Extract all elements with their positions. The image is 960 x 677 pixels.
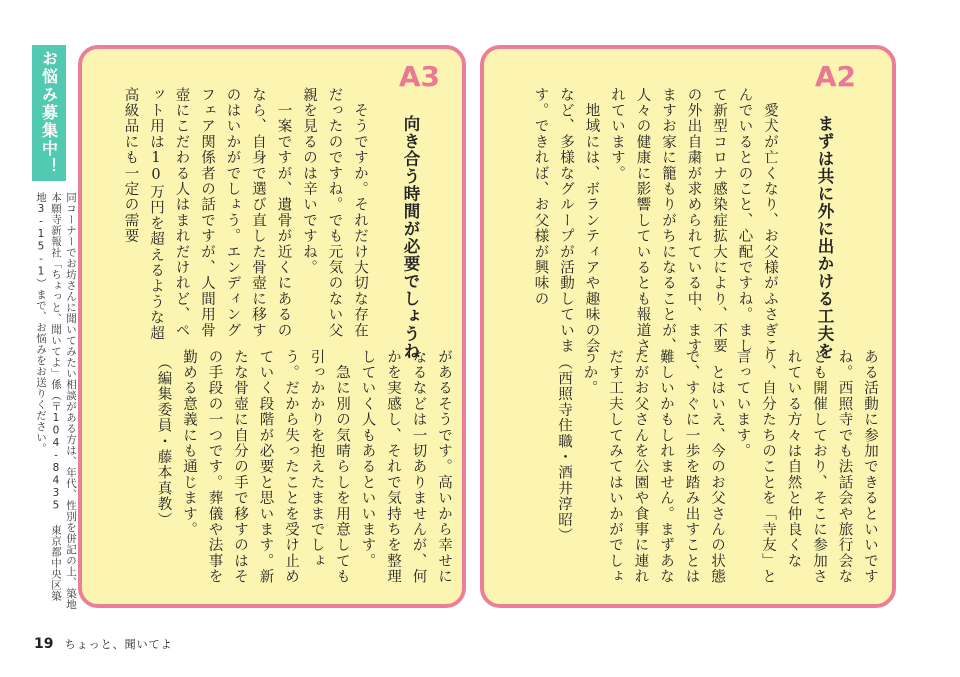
- publication-title: ちょっと、聞いてよ: [64, 638, 173, 651]
- submission-note: 同コーナーでお坊さんに聞いてみたい相談がある方は、年代、性別を併記の上、築地本願寺新報社「ちょっと、聞いてよ」係（〒104-8435 東京都中央区築地3-15-1）まで、お悩みをお送りください。: [35, 192, 77, 610]
- paragraph: ある活動に参加できるといいですね。西照寺でも法話会や旅行会なども開催しており、そこに参加されている方々は自然と仲良くなり、自分たちのことを「寺友」と言っています。: [734, 349, 878, 585]
- signature-a2: （西照寺住職・酒井淳昭）: [556, 355, 572, 544]
- answer-body-upper-a2: [527, 87, 782, 357]
- paragraph: とはいえ、今のお父さんの状態で、すぐに一歩を踏み出すことは難しいかもしれません。まずあなたがお父さんを公園や食事に連れだす工夫してみてはいかがでしょうか。: [581, 349, 725, 585]
- answer-number-a3: A3: [398, 60, 440, 93]
- paragraph: 急に別の気晴らしを用意しても引っかかりを抱えたままでしょう。だから失ったことを受け止めていく段階が必要と思います。新たな骨壺に自分の手で移すのはその手段の一つです。葬儀や法事を勤める意義にも通じます。: [181, 349, 350, 585]
- paragraph: そうですか。それだけ大切な存在だったのですね。でも元気のない父親を見るのは辛いですね。: [301, 87, 368, 339]
- answer-panel-a3: [78, 45, 466, 608]
- answer-body-upper-a3: [117, 87, 372, 347]
- page-number: 19: [34, 636, 54, 652]
- recruitment-tag: お悩み募集中！: [32, 45, 66, 181]
- answer-title-a3: 向き合う時間が必要でしょうね: [401, 115, 420, 360]
- signature-a3: （編集委員・藤本真教）: [155, 355, 172, 528]
- answer-body-lower-a2: [551, 349, 883, 599]
- answer-body-lower-a3: [150, 349, 456, 599]
- answer-panel-a2: [480, 45, 896, 608]
- paragraph: 地域には、ボランティアや趣味の会など、多様なグループが活動しています。できれば、お父様が興味の: [532, 87, 600, 354]
- paragraph: があるそうです。高いから幸せになるなどは一切ありませんが、何かを実感し、それで気持ちを整理していく人もあるといいます。: [359, 349, 452, 585]
- answer-title-a2: まずは共に外に出かける工夫を: [815, 115, 834, 360]
- page-footer: [34, 633, 173, 652]
- answer-number-a2: A2: [814, 60, 856, 93]
- paragraph: 一案ですが、遺骨が近くにあるのなら、自身で選び直した骨壺に移すのはいかがでしょう。エンディングフェア関係者の話ですが、人間用骨壺にこだわる人はまれだけれど、ペット用は10万円を超えるような超高級品にも一定の需要: [122, 87, 292, 342]
- paragraph: 愛犬が亡くなり、お父様がふさぎこんでいるとのこと、心配ですね。まして新型コロナ感染症拡大により、不要の外出自粛が求められている中、ますますお家に籠もりがちになることが、人々の健康に影響しているとも報道されています。: [609, 87, 778, 354]
